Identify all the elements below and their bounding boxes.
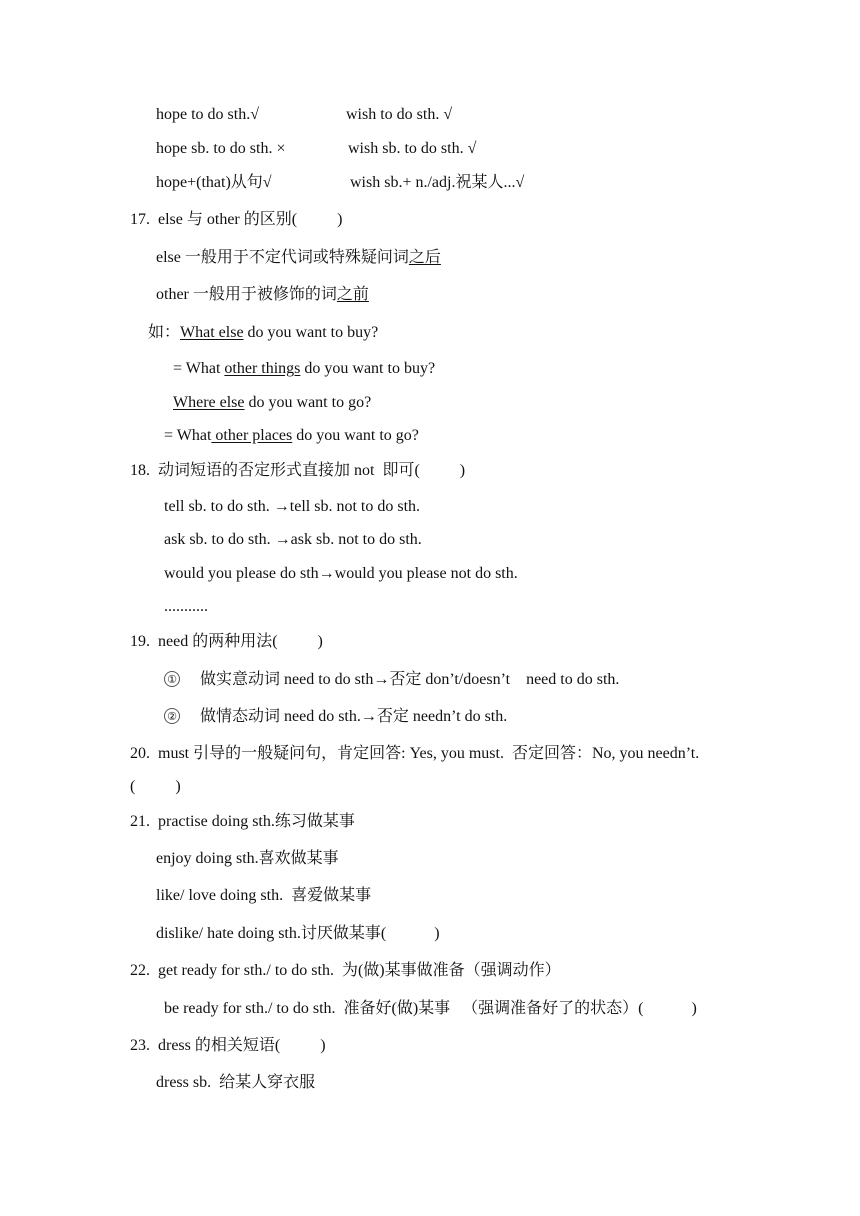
item-22-be-ready-line: be ready for sth./ to do sth. 准备好(做)某事 （强调准备好了的状态）( ) [164, 1000, 697, 1017]
item-21-like-line: like/ love doing sth. 喜爱做某事 [156, 887, 372, 904]
item-20-heading: 20. must 引导的一般疑问句，肯定回答: Yes, you must. 否定回答：No, you needn’t. [130, 745, 700, 762]
circled-number-2: ② [164, 708, 180, 724]
item-17-example-2: = What other things do you want to buy? [173, 360, 436, 377]
item-17-heading: 17. else 与 other 的区别( ) [130, 211, 343, 228]
item-21-heading: 21. practise doing sth.练习做某事 [130, 813, 355, 830]
circled-number-1: ① [164, 671, 180, 687]
hope-to-do-line: hope to do sth.√ [156, 106, 259, 123]
hope-sb-to-do-line: hope sb. to do sth. × [156, 140, 286, 157]
item-18-ellipsis: ........... [164, 598, 208, 615]
item-23-heading: 23. dress 的相关短语( ) [130, 1037, 326, 1054]
item-21-enjoy-line: enjoy doing sth.喜欢做某事 [156, 850, 339, 867]
item-22-heading: 22. get ready for sth./ to do sth. 为(做)某事做准备（强调动作） [130, 962, 561, 979]
wish-sb-n-adj-line: wish sb.+ n./adj.祝某人...√ [350, 174, 525, 191]
item-19-heading: 19. need 的两种用法( ) [130, 633, 323, 650]
item-19-usage-1: ① 做实意动词 need to do sth→否定 don’t/doesn’t need to do sth. [164, 670, 619, 690]
wish-to-do-line: wish to do sth. √ [346, 106, 453, 123]
item-17-example-3: Where else do you want to go? [173, 394, 372, 411]
wish-sb-to-do-line: wish sb. to do sth. √ [348, 140, 477, 157]
item-17-example-1: 如：What else do you want to buy? [148, 324, 379, 341]
item-19-usage-2: ② 做情态动词 need do sth.→否定 needn’t do sth. [164, 707, 507, 727]
item-17-example-4: = What other places do you want to go? [164, 427, 419, 444]
item-18-line-2: ask sb. to do sth. →ask sb. not to do sth. [164, 531, 422, 548]
item-17-other-rule: other 一般用于被修饰的词之前 [156, 286, 369, 303]
item-18-heading: 18. 动词短语的否定形式直接加 not 即可( ) [130, 462, 466, 479]
hope-that-clause-line: hope+(that)从句√ [156, 174, 272, 191]
item-21-dislike-line: dislike/ hate doing sth.讨厌做某事( ) [156, 925, 440, 942]
item-23-dress-sb-line: dress sb. 给某人穿衣服 [156, 1074, 316, 1091]
item-17-else-rule: else 一般用于不定代词或特殊疑问词之后 [156, 249, 441, 266]
item-20-answer-blank: ( ) [130, 778, 181, 795]
item-18-line-3: would you please do sth→would you please not do sth. [164, 565, 518, 582]
item-18-line-1: tell sb. to do sth. →tell sb. not to do sth. [164, 498, 421, 515]
